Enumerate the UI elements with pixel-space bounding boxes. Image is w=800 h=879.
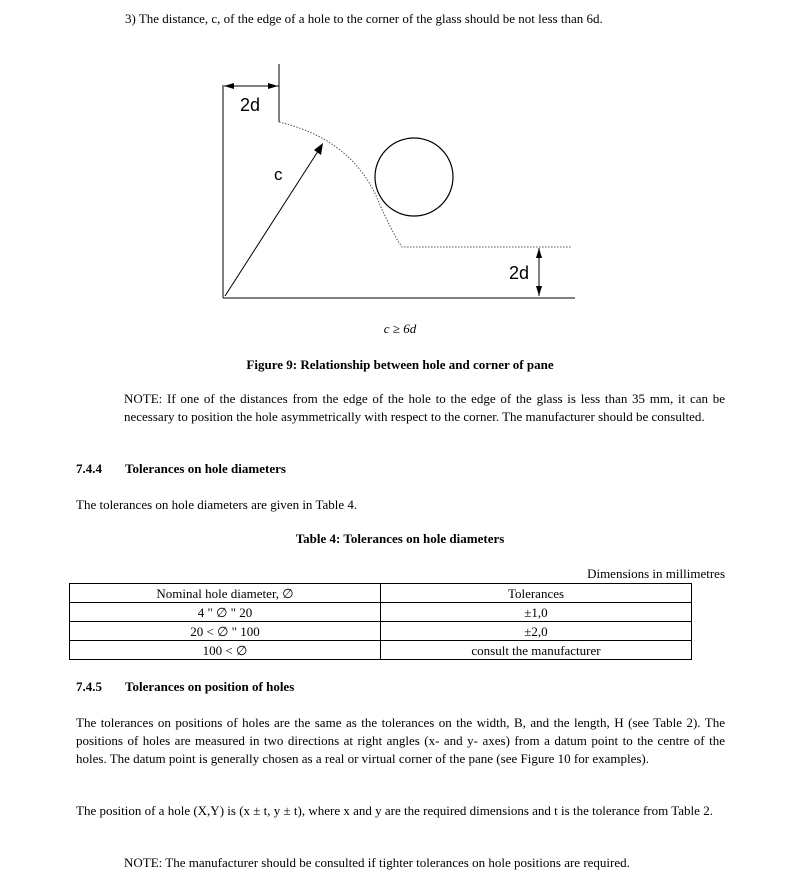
right-dimension-arrow-bottom bbox=[536, 286, 542, 296]
label-c: c bbox=[274, 165, 283, 184]
figure-9-diagram bbox=[0, 55, 800, 315]
note-tighter-tolerances: NOTE: The manufacturer should be consulted if tighter tolerances on hole positions are required. bbox=[124, 855, 630, 870]
table-cell: 100 < ∅ bbox=[70, 641, 381, 660]
table-header-cell: Nominal hole diameter, ∅ bbox=[70, 584, 381, 603]
section-7-4-5-heading bbox=[76, 679, 294, 695]
table-4 bbox=[69, 583, 692, 660]
note-hole-edge-distance: NOTE: If one of the distances from the edge of the hole to the edge of the glass is less than 35 mm, it can be necessary to position the hole asymmetrically with respect to the corner. The manufacturer should be consulted. bbox=[124, 391, 725, 425]
table-row bbox=[70, 603, 692, 622]
table-cell: 4 " ∅ " 20 bbox=[70, 603, 381, 622]
label-2d-top: 2d bbox=[240, 95, 261, 115]
table-header-row bbox=[70, 584, 692, 603]
table-cell: 20 < ∅ " 100 bbox=[70, 622, 381, 641]
minimum-distance-contour bbox=[279, 122, 572, 247]
section-number: 7.4.5 bbox=[76, 679, 102, 694]
section-title: Tolerances on hole diameters bbox=[125, 461, 286, 476]
label-2d-right: 2d bbox=[509, 263, 530, 283]
section-7-4-5-paragraph-2: The position of a hole (X,Y) is (x ± t, y ± t), where x and y are the required dimensions and t is the tolerance from Table 2. bbox=[76, 803, 713, 818]
top-dimension-arrow-right bbox=[268, 83, 278, 89]
figure-caption: Figure 9: Relationship between hole and corner of pane bbox=[246, 357, 554, 372]
right-dimension-arrow-top bbox=[536, 248, 542, 258]
figure-formula: c ≥ 6d bbox=[383, 321, 417, 336]
table-units-note: Dimensions in millimetres bbox=[587, 566, 725, 581]
table-row bbox=[70, 641, 692, 660]
section-7-4-4-intro: The tolerances on hole diameters are given in Table 4. bbox=[76, 497, 358, 512]
c-distance-arrowhead bbox=[314, 143, 323, 155]
table-header-cell: Tolerances bbox=[381, 584, 692, 603]
table-cell: consult the manufacturer bbox=[381, 641, 692, 660]
section-title: Tolerances on position of holes bbox=[125, 679, 295, 694]
hole-circle bbox=[375, 138, 453, 216]
section-number: 7.4.4 bbox=[76, 461, 102, 476]
table-cell: ±2,0 bbox=[381, 622, 692, 641]
section-7-4-5-paragraph-1: The tolerances on positions of holes are the same as the tolerances on the width, B, and the length, H (see Table 2). The positions of holes are measured in two directions at right angles (x- and y- axes) from a datum point to the centre of the holes. The datum point is generally chosen as a real or virtual corner of the pane (see Figure 10 for examples). bbox=[76, 715, 725, 767]
table-4-caption: Table 4: Tolerances on hole diameters bbox=[295, 531, 505, 546]
top-dimension-arrow-left bbox=[224, 83, 234, 89]
item-3-text: 3) The distance, c, of the edge of a hole to the corner of the glass should be not less than 6d. bbox=[125, 11, 603, 26]
table-cell: ±1,0 bbox=[381, 603, 692, 622]
section-7-4-4-heading bbox=[76, 461, 286, 477]
table-row bbox=[70, 622, 692, 641]
